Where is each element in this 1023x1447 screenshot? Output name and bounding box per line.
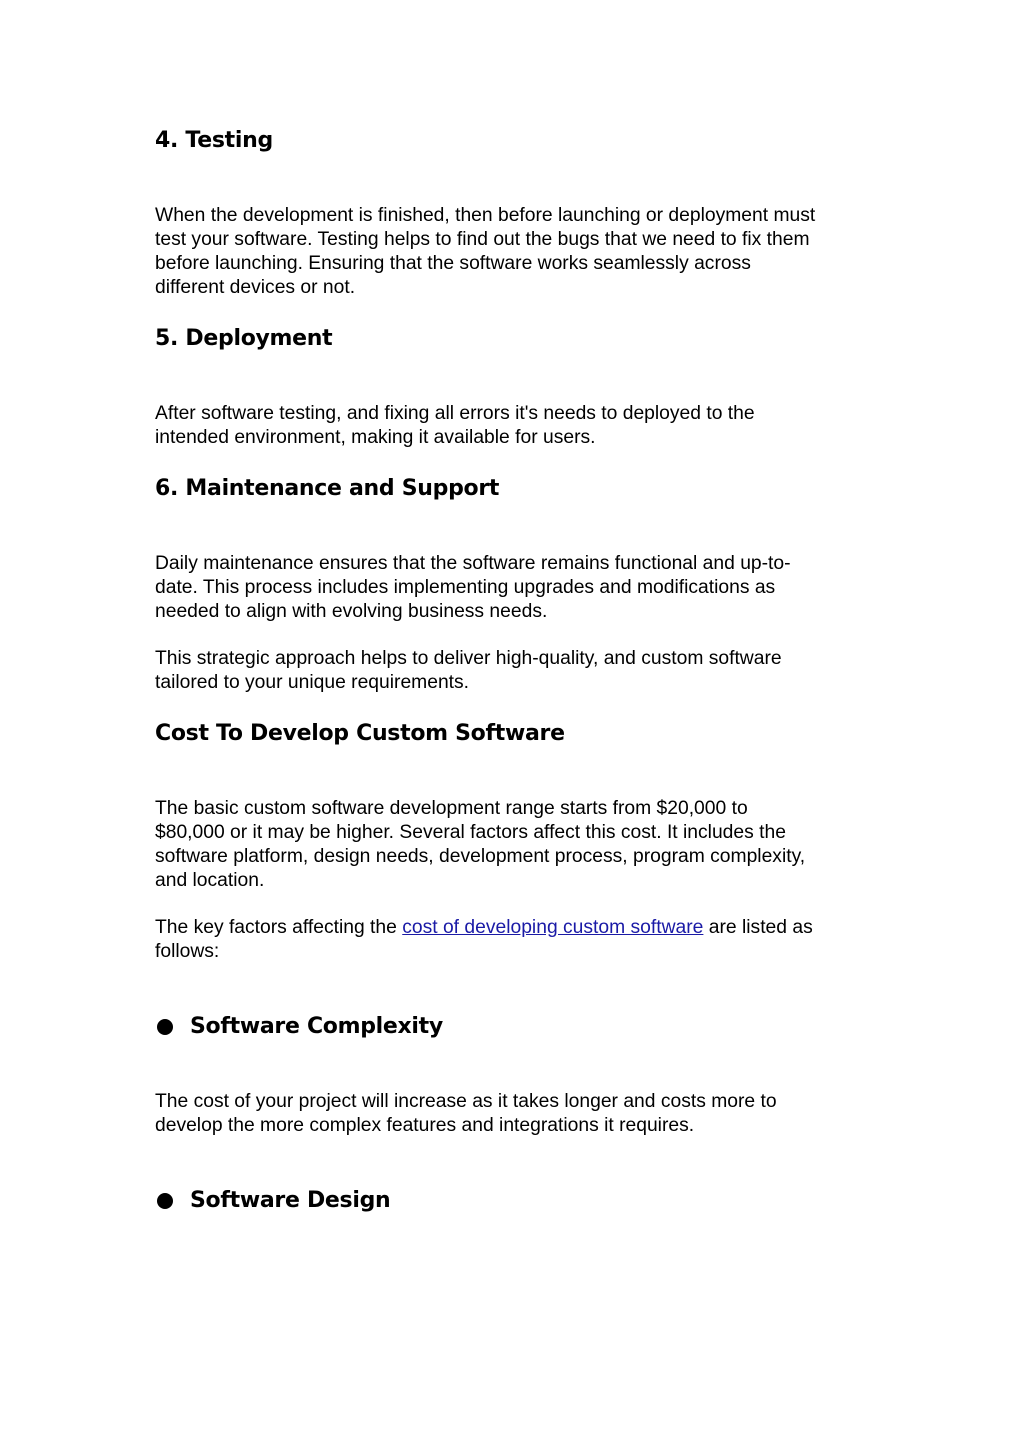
text-line — [155, 916, 870, 940]
bullet-dot-icon — [157, 1193, 173, 1209]
text-line: The basic custom software development range starts from $20,000 to — [155, 798, 748, 819]
paragraph-cost — [155, 797, 870, 893]
text-line: When the development is finished, then before launching or deployment must — [155, 205, 816, 226]
text-line: The cost of your project will increase as it takes longer and costs more to — [155, 1091, 777, 1112]
text-line: test your software. Testing helps to find out the bugs that we need to fix them — [155, 229, 810, 250]
heading-testing: 4. Testing — [155, 128, 273, 153]
factors-prefix: The key factors affecting the — [155, 917, 403, 938]
text-line: needed to align with evolving business needs. — [155, 601, 548, 622]
text-line: tailored to your unique requirements. — [155, 672, 470, 693]
text-line: After software testing, and fixing all errors it's needs to deployed to the — [155, 403, 755, 424]
text-line: date. This process includes implementing upgrades and modifications as — [155, 577, 776, 598]
bullet-dot-icon — [157, 1019, 173, 1035]
text-line: and location. — [155, 870, 265, 891]
heading-cost: Cost To Develop Custom Software — [155, 721, 565, 746]
factors-suffix: are listed as — [703, 917, 813, 938]
paragraph-deployment — [155, 402, 870, 450]
paragraph-key-factors — [155, 916, 870, 964]
paragraph-strategic-approach — [155, 647, 870, 695]
text-line: This strategic approach helps to deliver high-quality, and custom software — [155, 648, 782, 669]
text-line: software platform, design needs, development process, program complexity, — [155, 846, 806, 867]
text-line: different devices or not. — [155, 277, 356, 298]
heading-software-complexity: Software Complexity — [190, 1014, 443, 1039]
text-line: intended environment, making it available for users. — [155, 427, 596, 448]
heading-maintenance: 6. Maintenance and Support — [155, 476, 500, 501]
paragraph-maintenance — [155, 552, 870, 624]
heading-software-design: Software Design — [190, 1188, 391, 1213]
heading-deployment: 5. Deployment — [155, 326, 333, 351]
text-line: Daily maintenance ensures that the software remains functional and up-to- — [155, 553, 791, 574]
text-line: $80,000 or it may be higher. Several factors affect this cost. It includes the — [155, 822, 786, 843]
text-line: develop the more complex features and integrations it requires. — [155, 1115, 695, 1136]
paragraph-testing — [155, 204, 870, 300]
text-line: follows: — [155, 941, 220, 962]
cost-of-developing-link[interactable]: cost of developing custom software — [402, 917, 704, 938]
text-line: before launching. Ensuring that the software works seamlessly across — [155, 253, 751, 274]
paragraph-complexity — [155, 1090, 870, 1138]
